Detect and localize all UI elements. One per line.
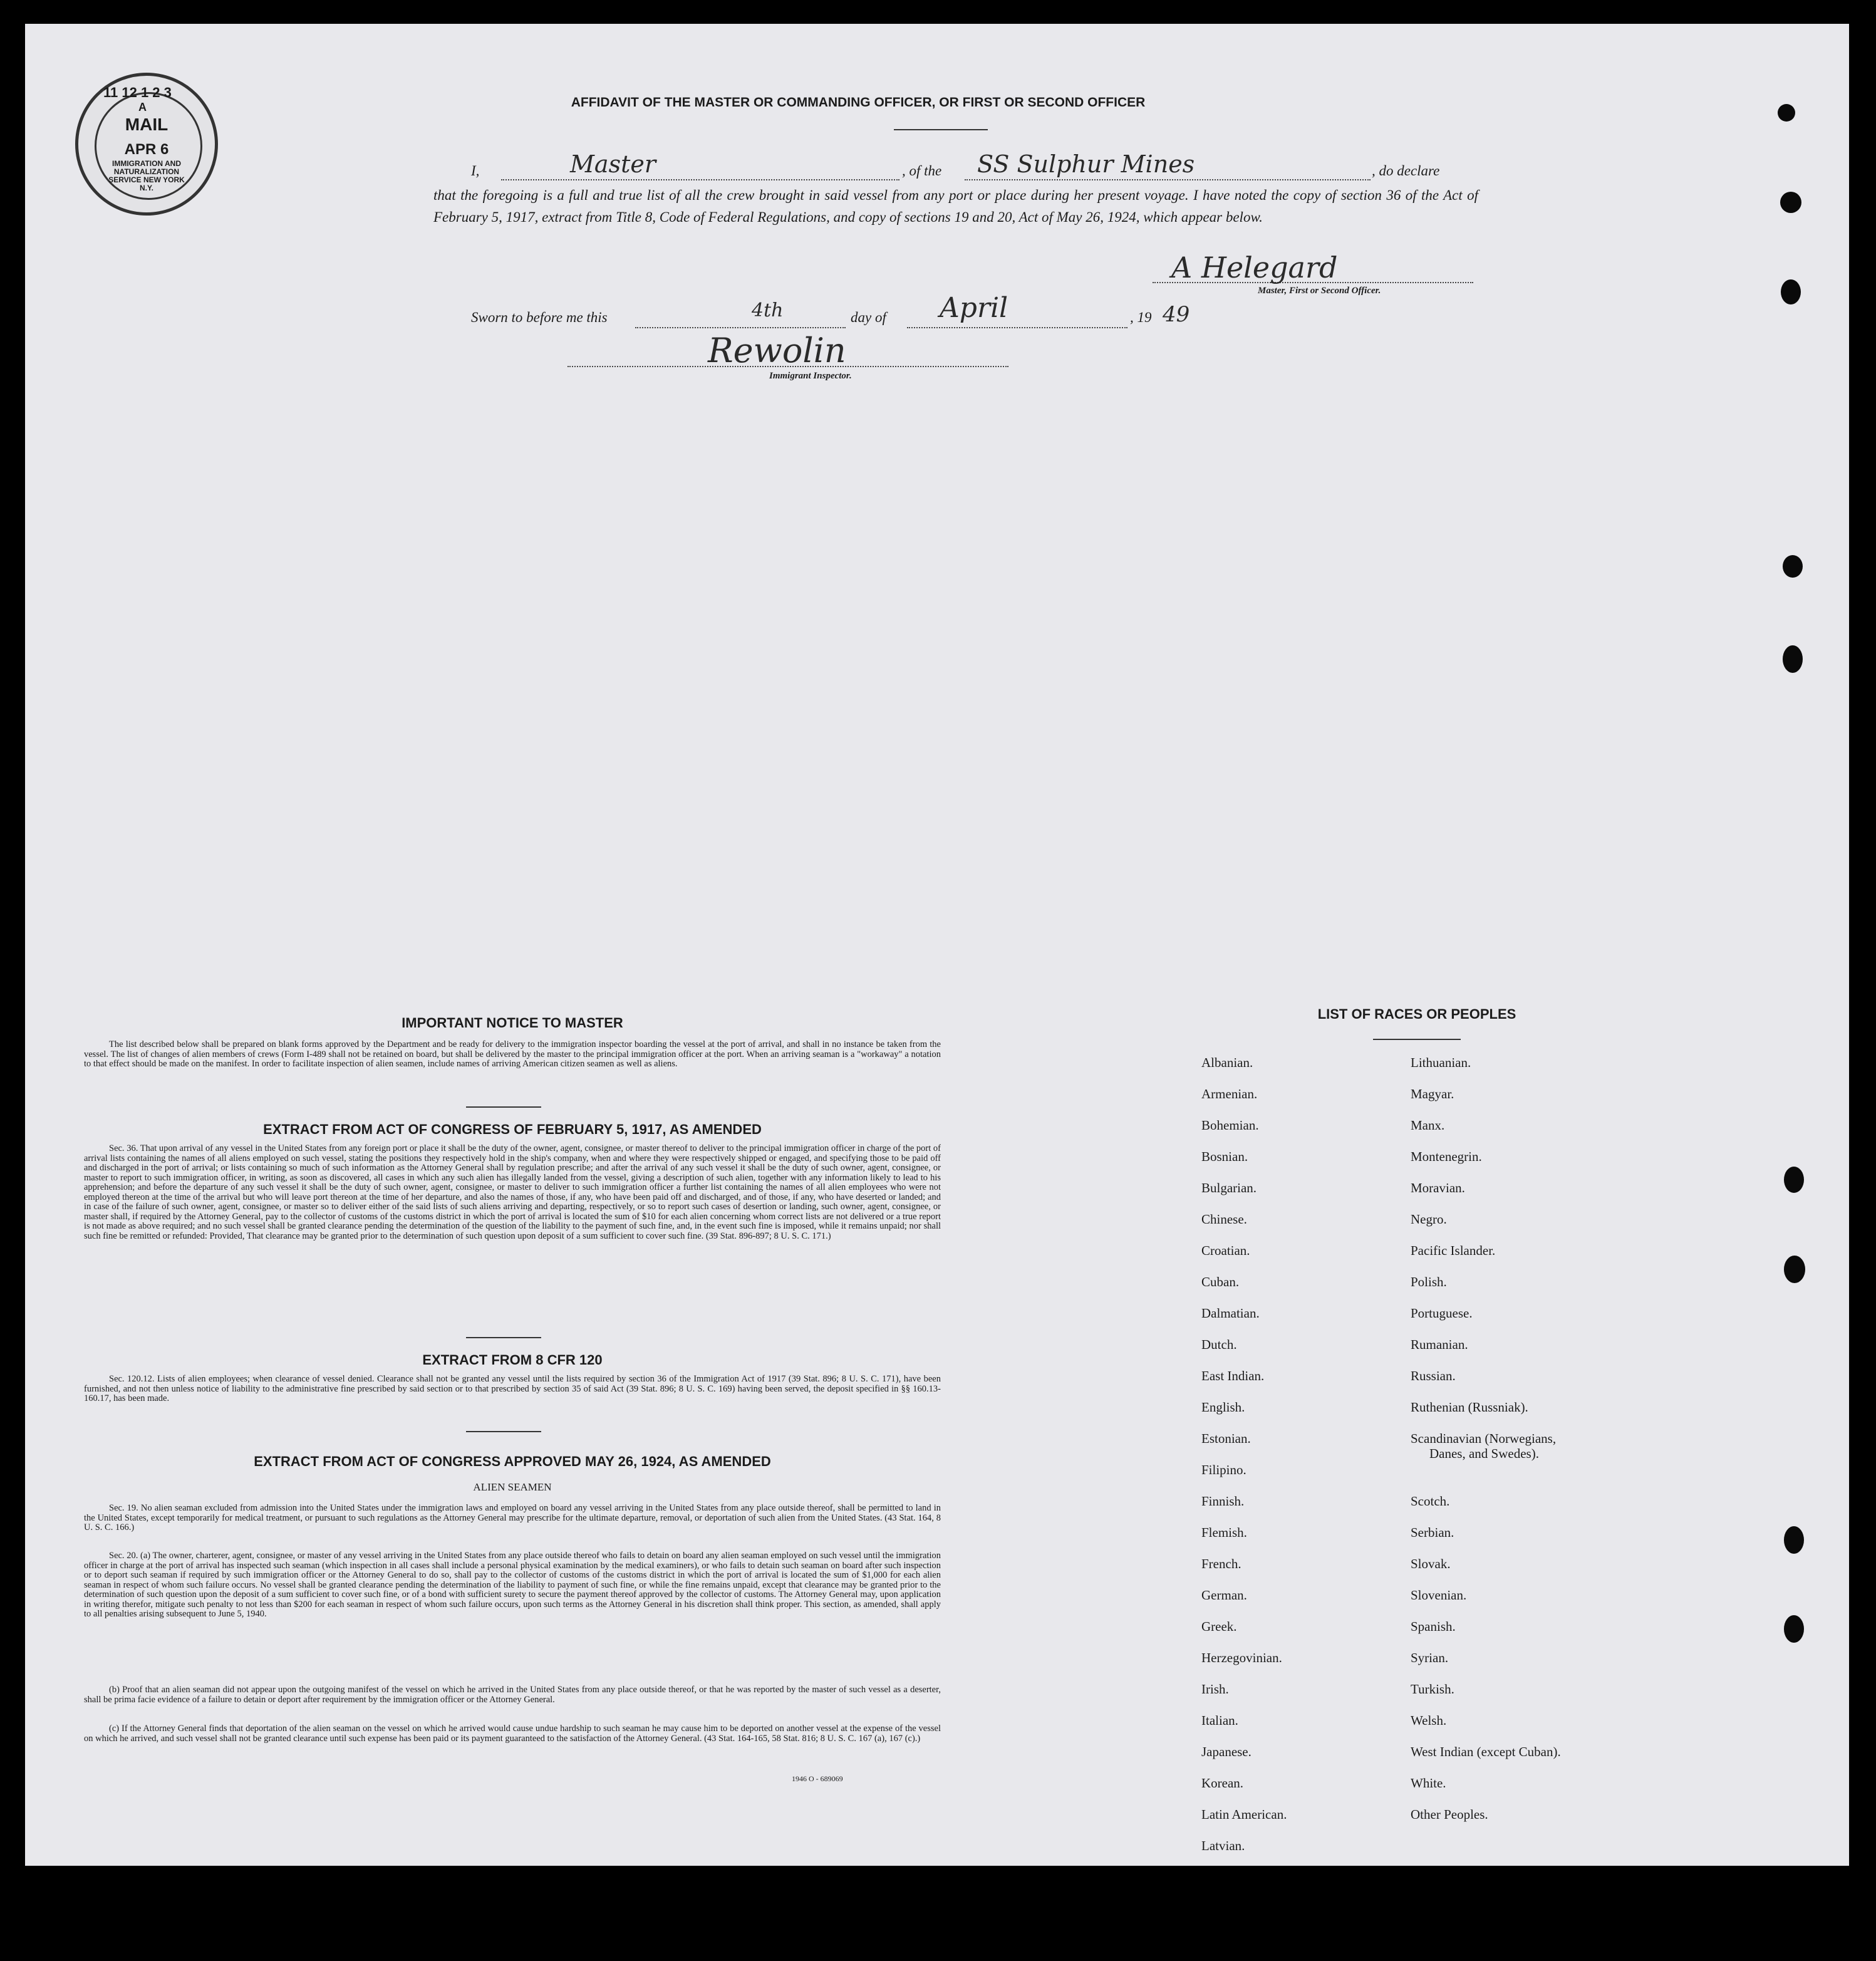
month-blank (907, 327, 1127, 328)
race-item: Dutch. (1201, 1337, 1237, 1352)
race-item: Turkish. (1411, 1682, 1454, 1697)
handwritten-day: 4th (752, 299, 784, 321)
extract1-title: EXTRACT FROM ACT OF CONGRESS OF FEBRUARY 5, 1917, AS AMENDED (263, 1121, 762, 1137)
race-item: Slovak. (1411, 1556, 1451, 1571)
race-item: Italian. (1201, 1713, 1238, 1728)
affidavit-do-declare: , do declare (1372, 163, 1440, 179)
stamp-numbers: 11 12 1 2 3 (103, 85, 172, 100)
handwritten-master: Master (570, 150, 656, 178)
inspector-caption: Immigrant Inspector. (769, 371, 852, 381)
affidavit-title: AFFIDAVIT OF THE MASTER OR COMMANDING OFFICER, OR FIRST OR SECOND OFFICER (571, 95, 1146, 110)
notice-rule (466, 1106, 541, 1108)
race-item: Russian. (1411, 1368, 1456, 1383)
extract3-subtitle: ALIEN SEAMEN (473, 1481, 552, 1493)
race-item: Chinese. (1201, 1212, 1247, 1227)
race-item: Latvian. (1201, 1838, 1245, 1853)
punch-hole (1783, 645, 1803, 673)
race-item: Herzegovinian. (1201, 1650, 1282, 1665)
race-item: Syrian. (1411, 1650, 1449, 1665)
race-item: Lithuanian. (1411, 1055, 1471, 1070)
stamp-date: APR 6 (124, 141, 169, 158)
year-prefix: , 19 (1130, 309, 1152, 325)
officer-caption: Master, First or Second Officer. (1258, 286, 1381, 296)
handwritten-year: 49 (1163, 302, 1190, 327)
affidavit-body: that the foregoing is a full and true list of all the crew brought in said vessel from any port or place during her present voyage. I have noted the copy of section 36 of the Act of February 5, 1917, extract from Title 8, Code of Federal Regulations, and copy of sections 19 and 20, Act of May 26, 1924, which appear below. (433, 187, 1478, 225)
title-rule (894, 129, 988, 130)
race-item-continuation: Danes, and Swedes). (1429, 1446, 1539, 1461)
race-item: Slovenian. (1411, 1588, 1467, 1603)
inspector-signature-line (567, 366, 1008, 367)
race-item: Other Peoples. (1411, 1807, 1488, 1822)
race-item: Montenegrin. (1411, 1149, 1482, 1164)
inspector-signature: Rewolin (708, 331, 846, 370)
extract2-rule (466, 1431, 541, 1432)
day-of-label: day of (851, 309, 886, 325)
races-list (1201, 1033, 1652, 1860)
race-item: Korean. (1201, 1776, 1244, 1791)
race-item: English. (1201, 1400, 1245, 1415)
race-item: Greek. (1201, 1619, 1237, 1634)
race-item: Negro. (1411, 1212, 1447, 1227)
handwritten-vessel: SS Sulphur Mines (977, 150, 1195, 178)
notice-text: The list described below shall be prepared on blank forms approved by the Department and be ready for delivery to the immigration inspector boarding the vessel at the port of arrival, and shall in no instance be taken from the vessel. The list of changes of alien members of crews (Form I-489 shall not be retained on board, but shall be delivered by the master to the principal immigration officer at the port. When an arriving seaman is a "workaway" a notation to that effect should be made on the manifest. In order to facilitate inspection of alien seamen, include names of arriving American citizen seamen as well as aliens. (84, 1039, 941, 1069)
race-item: Cuban. (1201, 1274, 1240, 1289)
punch-hole (1783, 555, 1803, 578)
punch-hole (1778, 104, 1795, 122)
race-item: Croatian. (1201, 1243, 1250, 1258)
vessel-blank (965, 179, 1371, 180)
race-item: Portuguese. (1411, 1306, 1473, 1321)
race-item: Albanian. (1201, 1055, 1253, 1070)
race-item: Scandinavian (Norwegians, (1411, 1431, 1557, 1446)
race-item: Bulgarian. (1201, 1180, 1257, 1195)
handwritten-month: April (940, 292, 1008, 324)
races-title: LIST OF RACES OR PEOPLES (1317, 1006, 1516, 1022)
race-item: Finnish. (1201, 1494, 1245, 1509)
race-item: Moravian. (1411, 1180, 1465, 1195)
race-item: Magyar. (1411, 1086, 1454, 1101)
race-item: Irish. (1201, 1682, 1229, 1697)
document-page (25, 24, 1849, 1866)
race-item: Spanish. (1411, 1619, 1456, 1634)
notice-title: IMPORTANT NOTICE TO MASTER (402, 1015, 623, 1031)
stamp-a: A (138, 101, 147, 113)
race-item: Estonian. (1201, 1431, 1251, 1446)
extract3-sec20c: (c) If the Attorney General finds that deportation of the alien seaman on the vessel on which he arrived would cause undue hardship to such seaman he may cause him to be deported on another vessel at the expense of the vessel on which he arrived, and such vessel shall not be granted clearance until such expense has been paid or its payment guaranteed to the satisfaction of the Attorney General. (43 Stat. 164-165, 58 Stat. 816; 8 U. S. C. 167 (a), 167 (c).) (84, 1724, 941, 1744)
punch-hole (1784, 1526, 1804, 1554)
race-item: Dalmatian. (1201, 1306, 1260, 1321)
race-item: White. (1411, 1776, 1446, 1791)
extract3-sec20b: (b) Proof that an alien seaman did not appear upon the outgoing manifest of the vessel on which he arrived in the United States from any place outside thereof, or that he was reported by the master of such vessel as a deserter, shall be prima facie evidence of a failure to detain or deport after requirement by the immigration officer or the Attorney General. (84, 1685, 941, 1705)
affidavit-i: I, (471, 163, 480, 179)
punch-hole (1780, 192, 1801, 213)
race-item: Armenian. (1201, 1086, 1258, 1101)
stamp-mail: MAIL (125, 115, 168, 134)
race-item: Rumanian. (1411, 1337, 1468, 1352)
race-item: Ruthenian (Russniak). (1411, 1400, 1528, 1415)
extract3-sec19: Sec. 19. No alien seaman excluded from admission into the United States under the immigration laws and employed on board any vessel arriving in the United States from any place outside thereof, shall be permitted to land in the United States, except temporarily for medical treatment, or pursuant to such regulations as the Attorney General may prescribe for the ultimate departure, removal, or deportation of such alien from the United States. (43 Stat. 164, 8 U. S. C. 166.) (84, 1503, 941, 1532)
race-item: East Indian. (1201, 1368, 1265, 1383)
officer-signature: A Helegard (1171, 251, 1338, 284)
affidavit-of-the: , of the (902, 163, 942, 179)
race-item: Welsh. (1411, 1713, 1447, 1728)
race-item: Filipino. (1201, 1462, 1246, 1477)
extract3-title: EXTRACT FROM ACT OF CONGRESS APPROVED MAY 26, 1924, AS AMENDED (254, 1454, 771, 1469)
punch-hole (1781, 279, 1801, 304)
race-item: Serbian. (1411, 1525, 1454, 1540)
sworn-label: Sworn to before me this (471, 309, 608, 325)
master-blank (501, 179, 899, 180)
race-item: Flemish. (1201, 1525, 1247, 1540)
immigration-mail-stamp (75, 73, 218, 216)
stamp-office: IMMIGRATION AND NATURALIZATION SERVICE NEW YORK N.Y. (108, 159, 185, 192)
race-item: Pacific Islander. (1411, 1243, 1496, 1258)
race-item: Bohemian. (1201, 1118, 1259, 1133)
punch-hole (1784, 1615, 1804, 1643)
extract2-title: EXTRACT FROM 8 CFR 120 (422, 1352, 603, 1368)
punch-hole (1784, 1167, 1804, 1193)
race-item: Manx. (1411, 1118, 1445, 1133)
day-blank (635, 327, 846, 328)
race-item: Latin American. (1201, 1807, 1287, 1822)
race-item: German. (1201, 1588, 1247, 1603)
extract2-text: Sec. 120.12. Lists of alien employees; when clearance of vessel denied. Clearance shall not be granted any vessel until the lists required by section 36 of the Immigration Act of 1917 (39 Stat. 896; 8 U. S. C. 171), have been furnished, and not then unless notice of liability to the administrative fine prescribed by said section or to that prescribed by section 35 of said Act (39 Stat. 896; 8 U. S. C. 169) having been served, the deposit specified in §§ 160.13-160.17, has been made. (84, 1374, 941, 1403)
race-item: Bosnian. (1201, 1149, 1248, 1164)
race-item: Polish. (1411, 1274, 1447, 1289)
extract3-sec20a: Sec. 20. (a) The owner, charterer, agent, consignee, or master of any vessel arriving in the United States from any place outside thereof who fails to detain on board any alien seaman employed on such vessel until the immigration officer in charge at the port of arrival has inspected such seaman (which inspection in all cases shall include a personal physical examination by the medical examiners), or who fails to detain such seaman on board after such inspection or to deport such seaman if required by such immigration officer or the Attorney General to do so, shall pay to the collector of customs of the customs district in which the port of arrival is located the sum of $1,000 for each alien seaman in respect of whom such failure occurs. No vessel shall be granted clearance pending the determination of the liability to payment of such fine, or while the fine remains unpaid, except that clearance may be granted prior to the determination of such question upon the deposit of a sum sufficient to cover such fine, or of a bond with sufficient surety to secure the payment thereof approved by the collector of customs. The Attorney General may, upon application in writing therefor, mitigate such penalty to not less than $200 for each seaman in respect of whom such failure occurs, upon such terms as the Attorney General in his discretion shall think proper. This section, as amended, shall apply to all penalties arising subsequent to June 5, 1940. (84, 1551, 941, 1619)
extract1-text: Sec. 36. That upon arrival of any vessel in the United States from any foreign port or place it shall be the duty of the owner, agent, consignee, or master thereof to deliver to the principal immigration officer in charge of the port of arrival lists containing the names of all aliens employed on such vessel, stating the positions they respectively hold in the ship's company, when and where they were respectively shipped or engaged, and specifying those to be paid off and discharged in the port of arrival; or lists containing so much of such information as the Attorney General shall by regulation prescribe; and after the arrival of any such vessel it shall be the duty of such owner, agent, consignee, or master to report to such immigration officer, in writing, as soon as discovered, all cases in which any such alien has illegally landed from the vessel, giving a description of such alien, together with any information likely to lead to his apprehension; and before the departure of any such vessel it shall be the duty of such owner, agent, consignee, or master to deliver to such immigration officer a further list containing the names of all alien employees who were not employed thereon at the time of the arrival but who will leave port thereon at the time of her departure, and also the names of those, if any, who have been paid off and discharged, and of those, if any, who have deserted or landed; and in case of the failure of such owner, agent, consignee, or master so to deliver either of the said lists of such aliens arriving and departing, respectively, or so to report such cases of desertion or landing, such owner, agent, consignee, or master shall, if required by the Attorney General, pay to the collector of customs of the customs district in which the port of arrival is located the sum of $10 for each alien concerning whom correct lists are not delivered or a true report is not made as above required; and no such vessel shall be granted clearance pending the determination of the question of the liability to the payment of such fine, and, in the event such fine is imposed, while it remains unpaid; nor shall such fine be remitted or refunded: Provided, That clearance may be granted prior to the determination of such question upon deposit of a sum sufficient to cover such fine. (39 Stat. 896-897; 8 U. S. C. 171.) (84, 1143, 941, 1241)
extract1-rule (466, 1337, 541, 1338)
punch-hole (1784, 1256, 1805, 1283)
race-item: Scotch. (1411, 1494, 1450, 1509)
race-item: Japanese. (1201, 1744, 1252, 1759)
race-item: West Indian (except Cuban). (1411, 1744, 1561, 1759)
race-item: French. (1201, 1556, 1241, 1571)
print-code: 1946 O - 689069 (792, 1774, 843, 1783)
